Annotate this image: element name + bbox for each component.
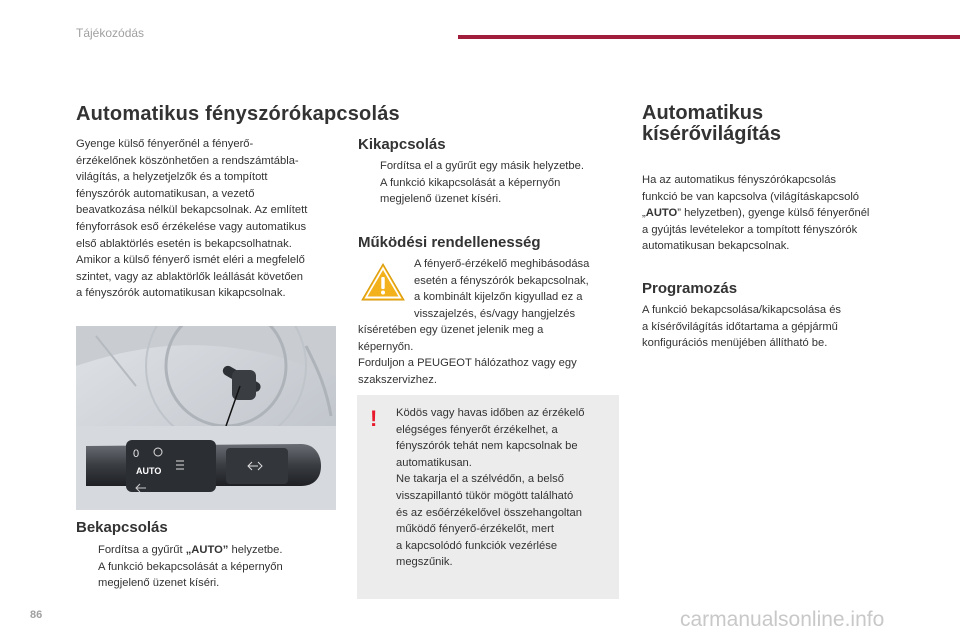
exclamation-icon: ! <box>370 406 378 431</box>
intro-line: a fényszórók automatikusan kikapcsolnak. <box>76 287 286 300</box>
intro-line: fényforrások eső érzékelése vagy automatikus <box>76 220 307 233</box>
position-auto-label: AUTO <box>136 466 162 476</box>
auto-emphasis: „AUTO” <box>185 544 229 556</box>
intro-line: szintet, vagy az ablaktörlők leállását követően <box>76 270 303 283</box>
bekapcsolas-line: A funkció bekapcsolását a képernyőn <box>98 560 283 573</box>
mukodesi-line: kíséretében egy üzenet jelenik meg a <box>358 324 544 336</box>
bekapcsolas-line: Fordítsa a gyűrűt „AUTO” helyzetbe. <box>98 544 283 556</box>
intro-line: fényszórók automatikusan, a vezető <box>76 187 255 200</box>
bullet-icon <box>358 158 380 208</box>
light-switch-illustration <box>76 326 336 510</box>
intro-line: beavatkozása nélkül bekapcsolnak. Az említett <box>76 204 308 217</box>
kikapcsolas-line: A funkció kikapcsolását a képernyőn <box>380 176 561 189</box>
mukodesi-line: szakszervizhez. <box>358 373 437 386</box>
kikapcsolas-text <box>358 158 628 208</box>
header-accent-bar <box>458 35 960 39</box>
intro-line: világítás, a helyzetjelzők és a tompított <box>76 171 268 184</box>
kiserovilagitas-line: funkció be van kapcsolva (világításkapcsoló <box>642 190 860 203</box>
intro-line: érzékelőnek köszönhetően a rendszámtábla- <box>76 154 299 167</box>
kiserovilagitas-title: Automatikus kísérővilágítás <box>642 102 781 145</box>
auto-emphasis: AUTO <box>645 207 678 220</box>
mukodesi-line: visszajelzés, és/vagy hangjelzés <box>414 307 576 320</box>
kiserovilagitas-line: a gyújtás levételekor a tompított fényszórók <box>642 223 858 236</box>
intro-line: Gyenge külső fényerőnél a fényerő- <box>76 138 254 150</box>
programozas-title: Programozás <box>642 280 738 297</box>
position-zero-label: 0 <box>133 448 140 460</box>
mukodesi-line: esetén a fényszórók bekapcsolnak, <box>414 274 589 287</box>
kikapcsolas-title: Kikapcsolás <box>358 136 446 153</box>
note-line: visszapillantó tükör mögött található <box>396 489 574 502</box>
warning-triangle-icon <box>360 262 406 302</box>
note-line: megszűnik. <box>396 556 453 569</box>
kiserovilagitas-text <box>642 172 912 255</box>
programozas-line: konfigurációs menüjében állítható be. <box>642 337 828 350</box>
note-line: és az esőérzékelővel összehangoltan <box>396 506 582 519</box>
note-line: Ködös vagy havas időben az érzékelő <box>396 407 585 419</box>
note-line: a kapcsolódó funkciók vezérlése <box>396 539 558 552</box>
kiserovilagitas-line: „AUTO” helyzetben), gyenge külső fényerőnél <box>642 207 870 220</box>
kikapcsolas-line: Fordítsa el a gyűrűt egy másik helyzetbe. <box>380 160 584 172</box>
page-number: 86 <box>30 609 43 621</box>
bekapcsolas-text <box>76 542 346 592</box>
programozas-text <box>642 302 912 352</box>
light-switch-drawing <box>76 326 336 510</box>
mukodesi-indented-text <box>414 256 624 322</box>
mukodesi-line: a kombinált kijelzőn kigyullad ez a <box>414 291 583 304</box>
intro-paragraph <box>76 136 346 302</box>
kiserovilagitas-line: Ha az automatikus fényszórókapcsolás <box>642 174 837 186</box>
main-title: Automatikus fényszórókapcsolás <box>76 103 400 125</box>
section-header: Tájékozódás <box>76 26 145 40</box>
intro-line: első ablaktörlés esetén is bekapcsolhatnak. <box>76 237 292 250</box>
kikapcsolas-line: megjelenő üzenet kíséri. <box>380 193 502 206</box>
note-line: fényszórók tehát nem kapcsolnak be <box>396 440 578 453</box>
mukodesi-line: Forduljon a PEUGEOT hálózathoz vagy egy <box>358 357 577 370</box>
note-text <box>396 405 611 571</box>
mukodesi-title: Működési rendellenesség <box>358 234 541 251</box>
note-line: automatikusan. <box>396 456 472 469</box>
kiserovilagitas-line: automatikusan bekapcsolnak. <box>642 240 790 253</box>
note-line: Ne takarja el a szélvédőn, a belső <box>396 473 564 486</box>
intro-line: Amikor a külső fényerő ismét eléri a megfelelő <box>76 254 305 267</box>
mukodesi-line: képernyőn. <box>358 340 414 353</box>
note-line: elégséges fényerőt érzékelhet, a <box>396 423 558 436</box>
bekapcsolas-title: Bekapcsolás <box>76 519 168 536</box>
bekapcsolas-line: megjelenő üzenet kíséri. <box>98 577 220 590</box>
programozas-line: A funkció bekapcsolása/kikapcsolása és <box>642 304 842 316</box>
watermark: carmanualsonline.info <box>680 608 885 631</box>
programozas-line: a kísérővilágítás időtartama a gépjármű <box>642 320 838 333</box>
mukodesi-text <box>358 322 624 388</box>
note-line: működő fényerő-érzékelőt, mert <box>396 523 554 536</box>
mukodesi-line: A fényerő-érzékelő meghibásodása <box>414 258 590 270</box>
bullet-icon <box>76 542 98 592</box>
